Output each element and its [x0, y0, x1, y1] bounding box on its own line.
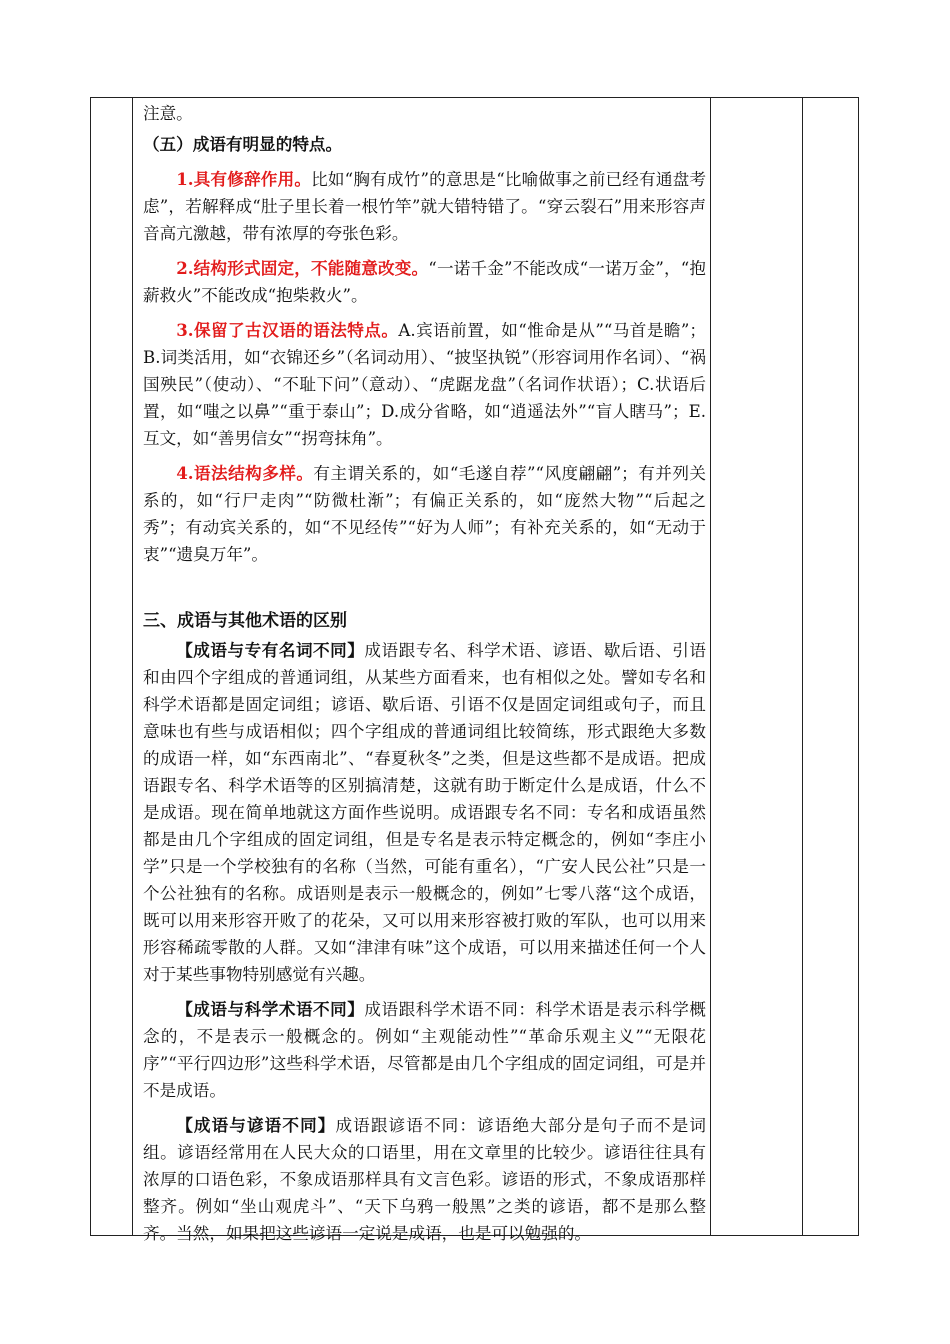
table-column-divider	[710, 97, 711, 1236]
intro-line: 注意。	[143, 104, 193, 123]
table-border-right	[858, 97, 859, 1236]
table-border-top	[90, 97, 859, 98]
table-column-divider	[802, 97, 803, 1236]
subsection-title: （五）成语有明显的特点。	[143, 134, 343, 154]
comparison-heading: 【成语与谚语不同】	[176, 1115, 336, 1135]
feature-point	[143, 460, 706, 568]
comparison-text: 成语跟科学术语不同：科学术语是表示科学概念的，不是表示一般概念的。例如“主观能动性”“革命乐观主义”“无限花序”“平行四边形”这些科学术语，尽管都是由几个字组成的固定词组，可是并不是成语。	[143, 1000, 707, 1100]
feature-point	[143, 166, 706, 247]
lesson-content	[143, 100, 706, 1247]
feature-heading: 3.保留了古汉语的语法特点。	[176, 320, 399, 340]
feature-point	[143, 317, 706, 452]
feature-heading: 4.语法结构多样。	[176, 463, 314, 483]
feature-text: “一诺千金”不能改成“一诺万金”，“抱薪救火”不能改成“抱柴救火”。	[143, 259, 706, 305]
feature-text: 有主谓关系的，如“毛遂自荐”“风度翩翩”；有并列关系的，如“行尸走肉”“防微杜渐”；有偏正关系的，如“庞然大物”“后起之秀”；有动宾关系的，如“不见经传”“好为人师”；有补充关系的，如“无动于衷”“遗臭万年”。	[143, 464, 707, 564]
comparison-paragraph	[143, 996, 706, 1104]
feature-point	[143, 255, 706, 309]
comparison-paragraph	[143, 637, 706, 988]
comparison-heading: 【成语与科学术语不同】	[176, 999, 365, 1019]
feature-heading: 1.具有修辞作用。	[176, 169, 312, 189]
comparison-heading: 【成语与专有名词不同】	[176, 640, 365, 660]
table-border-left	[90, 97, 91, 1236]
table-column-divider	[132, 97, 133, 1236]
feature-text: A.宾语前置，如“惟命是从”“马首是瞻”；B.词类活用，如“衣锦还乡”（名词动用）、“披坚执锐”（形容词用作名词）、“祸国殃民”（使动）、“不耻下问”（意动）、“虎踞龙盘”（名词作状语）；C.状语后置，如“嗤之以鼻”“重于泰山”；D.成分省略，如“逍遥法外”“盲人瞎马”；E.互文，如“善男信女”“拐弯抹角”。	[143, 321, 706, 448]
comparison-paragraph	[143, 1112, 706, 1247]
section-title: 三、成语与其他术语的区别	[143, 611, 347, 631]
feature-text: 比如“胸有成竹”的意思是“比喻做事之前已经有通盘考虑”，若解释成“肚子里长着一根竹竿”就大错特错了。“穿云裂石”用来形容声音高亢激越，带有浓厚的夸张色彩。	[143, 170, 706, 243]
comparison-text: 成语跟谚语不同：谚语绝大部分是句子而不是词组。谚语经常用在人民大众的口语里，用在文章里的比较少。谚语往往具有浓厚的口语色彩，不象成语那样具有文言色彩。谚语的形式，不象成语那样整齐。例如“坐山观虎斗”、“天下乌鸦一般黑”之类的谚语，都不是那么整齐。当然，如果把这些谚语一定说是成语，也是可以勉强的。	[143, 1116, 707, 1243]
comparison-text: 成语跟专名、科学术语、谚语、歇后语、引语和由四个字组成的普通词组，从某些方面看来，也有相似之处。譬如专名和科学术语都是固定词组；谚语、歇后语、引语不仅是固定词组或句子，而且意味也有些与成语相似；四个字组成的普通词组比较简练，形式跟绝大多数的成语一样，如“东西南北”、“春夏秋冬”之类，但是这些都不是成语。把成语跟专名、科学术语等的区别搞清楚，这就有助于断定什么是成语，什么不是成语。现在简单地就这方面作些说明。成语跟专名不同：专名和成语虽然都是由几个字组成的固定词组，但是专名是表示特定概念的，例如“李庄小学”只是一个学校独有的名称（当然，可能有重名），“广安人民公社”只是一个公社独有的名称。成语则是表示一般概念的，例如”七零八落“这个成语，既可以用来形容开败了的花朵，又可以用来形容被打败的军队，也可以用来形容稀疏零散的人群。又如“津津有味”这个成语，可以用来描述任何一个人对于某些事物特别感觉有兴趣。	[143, 641, 707, 984]
feature-heading: 2.结构形式固定，不能随意改变。	[176, 258, 429, 278]
